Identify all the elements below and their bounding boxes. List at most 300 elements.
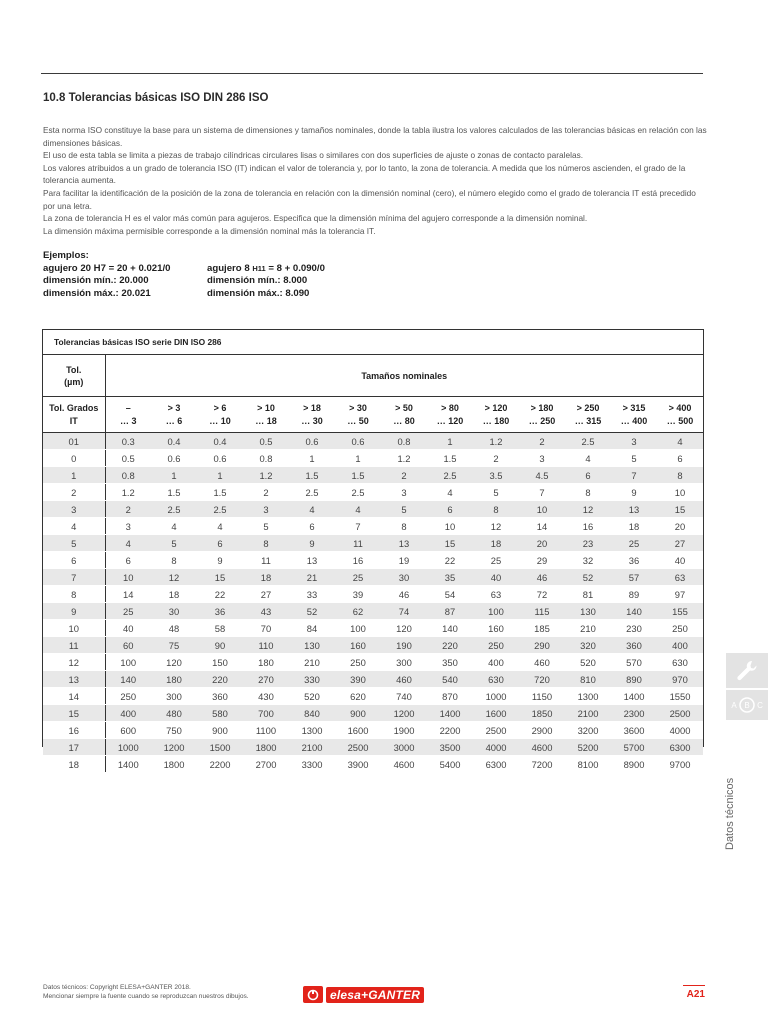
tolerance-value-cell: 20 [519,535,565,552]
tolerance-value-cell: 46 [519,569,565,586]
tolerance-value-cell: 35 [427,569,473,586]
tolerance-value-cell: 6 [427,501,473,518]
tolerance-value-cell: 19 [381,552,427,569]
tolerance-value-cell: 520 [289,688,335,705]
tolerance-value-cell: 3300 [289,756,335,773]
tolerance-value-cell: 4 [151,518,197,535]
tolerance-value-cell: 2100 [289,739,335,756]
tolerance-value-cell: 27 [657,535,703,552]
tolerance-value-cell: 3900 [335,756,381,773]
size-range-to: … 80 [393,415,415,426]
brand-logo [303,986,424,1003]
tolerance-value-cell: 1100 [243,722,289,739]
size-range-from: > 3 [167,402,181,413]
abc-tab[interactable] [726,690,768,720]
grade-cell: 7 [43,569,105,586]
size-range-from: > 120 [484,402,508,413]
tolerance-value-cell: 1800 [151,756,197,773]
table-row [43,501,703,518]
table-row [43,535,703,552]
size-range-from: > 80 [441,402,459,413]
intro-paragraph: La dimensión máxima permisible corresponde a la dimensión nominal más la tolerancia IT. [43,225,376,236]
tolerance-value-cell: 160 [473,620,519,637]
tolerance-value-cell: 8 [565,484,611,501]
tolerance-value-cell: 5700 [611,739,657,756]
table-row [43,484,703,501]
wrench-tab[interactable] [726,653,768,688]
tolerance-value-cell: 2.5 [289,484,335,501]
tolerance-value-cell: 4000 [473,739,519,756]
tolerance-value-cell: 2.5 [151,501,197,518]
tolerance-value-cell: 20 [657,518,703,535]
tolerance-value-cell: 81 [565,586,611,603]
tolerance-value-cell: 290 [519,637,565,654]
tolerance-value-cell: 130 [289,637,335,654]
tolerance-value-cell: 22 [197,586,243,603]
tolerance-value-cell: 1600 [335,722,381,739]
tolerance-value-cell: 4000 [657,722,703,739]
footer-line: Mencionar siempre la fuente cuando se reproduzcan nuestros dibujos. [43,993,249,1000]
tolerance-value-cell: 89 [611,586,657,603]
tolerance-value-cell: 7200 [519,756,565,773]
tolerance-value-cell: 2.5 [197,501,243,518]
tolerance-value-cell: 1900 [381,722,427,739]
abc-letter: B [744,701,750,710]
size-range-to: … 30 [301,415,323,426]
tolerance-value-cell: 140 [427,620,473,637]
table-row [43,552,703,569]
table-row [43,586,703,603]
tolerance-value-cell: 5 [151,535,197,552]
size-range-to: … 50 [347,415,369,426]
tolerance-value-cell: 8900 [611,756,657,773]
footer-copyright [43,983,249,1001]
tolerance-value-cell: 11 [243,552,289,569]
intro-paragraph: Para facilitar la identificación de la posición de la zona de tolerancia en relación con la dimensión nominal (cero), el número elegido como el grado de tolerancia IT está precedido por una letra. [43,187,696,211]
tolerance-value-cell: 4 [197,518,243,535]
tolerance-value-cell: 10 [657,484,703,501]
tolerance-value-cell: 1 [197,467,243,484]
table-row [43,637,703,654]
tolerance-value-cell: 1.5 [289,467,335,484]
nominal-sizes-header: Tamaños nominales [105,355,703,397]
table-row [43,518,703,535]
tolerance-value-cell: 390 [335,671,381,688]
tolerance-value-cell: 13 [611,501,657,518]
tolerance-value-cell: 6 [289,518,335,535]
tolerance-value-cell: 210 [565,620,611,637]
section-title: 10.8 Tolerancias básicas ISO DIN 286 ISO [43,92,269,104]
grade-cell: 5 [43,535,105,552]
tolerance-value-cell: 840 [289,705,335,722]
tolerance-value-cell: 300 [151,688,197,705]
tolerance-value-cell: 2 [105,501,151,518]
size-range-from: > 50 [395,402,413,413]
abc-letter: A [731,701,737,710]
tolerance-value-cell: 250 [105,688,151,705]
tolerance-value-cell: 14 [105,586,151,603]
size-range-to: … 400 [620,415,648,426]
tolerance-value-cell: 1 [335,450,381,467]
tolerance-value-cell: 33 [289,586,335,603]
tolerance-value-cell: 16 [565,518,611,535]
tolerance-value-cell: 0.6 [289,433,335,450]
tolerance-value-cell: 1 [151,467,197,484]
example-1 [43,263,207,301]
tolerance-value-cell: 320 [565,637,611,654]
tolerance-value-cell: 9 [611,484,657,501]
size-range-to: … 18 [255,415,277,426]
tolerance-value-cell: 4 [289,501,335,518]
tolerance-value-cell: 970 [657,671,703,688]
size-range-header [151,397,197,433]
tolerance-value-cell: 100 [105,654,151,671]
tolerance-value-cell: 3 [611,433,657,450]
table-caption: Tolerancias básicas ISO serie DIN ISO 286 [43,330,703,355]
grade-cell: 14 [43,688,105,705]
grade-header-it: IT [69,415,78,426]
tolerance-value-cell: 9 [289,535,335,552]
tolerance-value-cell: 3 [243,501,289,518]
tolerance-value-cell: 3500 [427,739,473,756]
tolerance-value-cell: 5 [611,450,657,467]
tolerance-value-cell: 900 [335,705,381,722]
tolerance-value-cell: 4 [427,484,473,501]
table-row [43,620,703,637]
tolerance-value-cell: 40 [657,552,703,569]
tolerance-value-cell: 52 [289,603,335,620]
tolerance-value-cell: 7 [335,518,381,535]
tolerance-value-cell: 220 [427,637,473,654]
tolerance-value-cell: 5 [381,501,427,518]
tolerance-value-cell: 2.5 [427,467,473,484]
tolerance-value-cell: 12 [473,518,519,535]
tolerance-value-cell: 0.5 [105,450,151,467]
tolerance-value-cell: 160 [335,637,381,654]
tolerance-value-cell: 2 [519,433,565,450]
tolerance-value-cell: 2900 [519,722,565,739]
tolerance-value-cell: 570 [611,654,657,671]
tolerance-value-cell: 400 [105,705,151,722]
tolerance-value-cell: 52 [565,569,611,586]
tolerance-value-cell: 74 [381,603,427,620]
tolerance-value-cell: 350 [427,654,473,671]
tolerance-value-cell: 39 [335,586,381,603]
grade-cell: 16 [43,722,105,739]
tolerance-value-cell: 3.5 [473,467,519,484]
tolerance-value-cell: 23 [565,535,611,552]
grade-cell: 01 [43,433,105,450]
tolerance-value-cell: 11 [335,535,381,552]
tolerance-value-cell: 1150 [519,688,565,705]
tolerance-value-cell: 630 [657,654,703,671]
size-range-to: … 500 [666,415,694,426]
tolerance-value-cell: 890 [611,671,657,688]
tolerance-value-cell: 8 [243,535,289,552]
tolerance-value-cell: 16 [335,552,381,569]
tolerance-value-cell: 2500 [473,722,519,739]
tolerance-value-cell: 0.4 [197,433,243,450]
tolerance-value-cell: 1 [427,433,473,450]
tolerance-value-cell: 2 [381,467,427,484]
tolerance-value-cell: 430 [243,688,289,705]
tolerance-value-cell: 1.5 [427,450,473,467]
tolerance-value-cell: 18 [473,535,519,552]
table-row [43,756,703,773]
tolerance-value-cell: 140 [105,671,151,688]
size-range-header [289,397,335,433]
tolerance-value-cell: 36 [611,552,657,569]
example-1-line: dimensión máx.: 20.021 [43,287,151,299]
tolerance-value-cell: 70 [243,620,289,637]
tolerance-value-cell: 10 [105,569,151,586]
tolerance-value-cell: 110 [243,637,289,654]
grade-cell: 0 [43,450,105,467]
grade-cell: 2 [43,484,105,501]
tolerance-value-cell: 180 [243,654,289,671]
tolerance-value-cell: 115 [519,603,565,620]
tolerance-value-cell: 220 [197,671,243,688]
tolerance-value-cell: 1550 [657,688,703,705]
example-2-text: = 8 + 0.090/0 [265,262,325,274]
tolerance-value-cell: 2500 [335,739,381,756]
tolerance-value-cell: 87 [427,603,473,620]
tolerance-value-cell: 1000 [473,688,519,705]
tolerance-value-cell: 2200 [427,722,473,739]
tolerance-value-cell: 870 [427,688,473,705]
tolerance-value-cell: 54 [427,586,473,603]
tolerance-value-cell: 22 [427,552,473,569]
grade-cell: 11 [43,637,105,654]
tolerance-value-cell: 620 [335,688,381,705]
table-row [43,739,703,756]
tolerance-value-cell: 18 [611,518,657,535]
table-body [43,433,703,773]
tolerance-value-cell: 1500 [197,739,243,756]
examples-heading: Ejemplos: [43,250,89,261]
tolerance-value-cell: 250 [657,620,703,637]
example-2 [207,263,371,301]
table-row [43,450,703,467]
tolerance-value-cell: 15 [197,569,243,586]
intro-paragraph: Los valores atribuidos a un grado de tolerancia ISO (IT) indican el valor de tolerancia y, por lo tanto, la zona de tolerancia. A medida que los números ascienden, el grado de la tolerancia aumenta. [43,162,686,186]
tolerance-value-cell: 400 [657,637,703,654]
example-2-line: dimensión mín.: 8.000 [207,275,308,287]
tolerance-value-cell: 300 [381,654,427,671]
tolerance-value-cell: 7 [611,467,657,484]
size-range-from: > 18 [303,402,321,413]
tolerance-value-cell: 0.8 [243,450,289,467]
size-range-from: > 250 [576,402,600,413]
tolerance-value-cell: 97 [657,586,703,603]
tolerance-value-cell: 2300 [611,705,657,722]
tolerance-value-cell: 750 [151,722,197,739]
tolerance-value-cell: 8 [657,467,703,484]
tolerance-value-cell: 180 [151,671,197,688]
grade-cell: 4 [43,518,105,535]
tolerance-value-cell: 4 [335,501,381,518]
tolerance-value-cell: 32 [565,552,611,569]
tolerance-value-cell: 0.5 [243,433,289,450]
tolerance-value-cell: 4600 [519,739,565,756]
size-range-from: > 30 [349,402,367,413]
tolerance-value-cell: 520 [565,654,611,671]
example-2-text: agujero 8 [207,262,253,274]
tolerance-value-cell: 40 [105,620,151,637]
tolerance-value-cell: 3 [381,484,427,501]
tolerance-value-cell: 120 [381,620,427,637]
example-2-line: dimensión máx.: 8.090 [207,287,310,299]
tolerance-value-cell: 12 [565,501,611,518]
tolerance-value-cell: 210 [289,654,335,671]
size-range-to: … 6 [165,415,183,426]
tolerance-value-cell: 540 [427,671,473,688]
tol-header-label: Tol. [66,364,82,375]
tolerance-value-cell: 1300 [289,722,335,739]
tolerance-value-cell: 0.6 [335,433,381,450]
tolerance-value-cell: 0.4 [151,433,197,450]
grade-cell: 9 [43,603,105,620]
tolerance-value-cell: 330 [289,671,335,688]
example-1-line: agujero 20 H7 = 20 + 0.021/0 [43,262,171,274]
tolerance-value-cell: 2.5 [335,484,381,501]
tolerance-value-cell: 120 [151,654,197,671]
tolerance-value-cell: 25 [473,552,519,569]
tolerance-value-cell: 8 [473,501,519,518]
tolerance-value-cell: 1400 [611,688,657,705]
tolerance-value-cell: 0.6 [151,450,197,467]
tolerance-value-cell: 15 [427,535,473,552]
tolerance-value-cell: 1300 [565,688,611,705]
tolerance-value-cell: 5200 [565,739,611,756]
tolerance-value-cell: 15 [657,501,703,518]
tolerance-value-cell: 90 [197,637,243,654]
tolerance-value-cell: 6300 [657,739,703,756]
example-2-line [207,263,371,276]
tolerance-value-cell: 630 [473,671,519,688]
tolerance-value-cell: 1.2 [381,450,427,467]
tolerance-value-cell: 2200 [197,756,243,773]
wrench-icon [734,658,760,684]
tolerance-value-cell: 460 [381,671,427,688]
tolerance-value-cell: 400 [473,654,519,671]
tolerance-value-cell: 6300 [473,756,519,773]
tolerance-value-cell: 1800 [243,739,289,756]
tolerance-value-cell: 4600 [381,756,427,773]
size-range-header [657,397,703,433]
tolerance-value-cell: 6 [565,467,611,484]
grade-cell: 13 [43,671,105,688]
size-range-to: … 180 [482,415,510,426]
tolerance-value-cell: 3600 [611,722,657,739]
grade-header [43,397,105,433]
tolerance-value-cell: 2100 [565,705,611,722]
tolerance-value-cell: 7 [519,484,565,501]
knob-icon [306,989,320,1001]
tolerance-value-cell: 600 [105,722,151,739]
tolerance-value-cell: 75 [151,637,197,654]
table-row [43,569,703,586]
example-1-line: dimensión mín.: 20.000 [43,275,149,287]
tolerance-value-cell: 48 [151,620,197,637]
side-section-label: Datos técnicos [724,777,736,850]
tolerance-value-cell: 58 [197,620,243,637]
tolerance-value-cell: 43 [243,603,289,620]
table-row [43,688,703,705]
tolerance-value-cell: 36 [197,603,243,620]
size-range-to: … 3 [119,415,137,426]
tolerance-value-cell: 30 [151,603,197,620]
intro-paragraph: La zona de tolerancia H es el valor más común para agujeros. Especifica que la dimensión mínima del agujero corresponde a la dimensión nominal. [43,213,588,224]
size-range-header [105,397,151,433]
size-range-header [381,397,427,433]
tolerance-value-cell: 1.2 [473,433,519,450]
tolerance-value-cell: 9700 [657,756,703,773]
table-row [43,467,703,484]
tolerance-value-cell: 4 [105,535,151,552]
tolerance-value-cell: 100 [473,603,519,620]
table-row [43,603,703,620]
tolerance-value-cell: 5400 [427,756,473,773]
size-range-to: … 250 [528,415,556,426]
tolerance-value-cell: 57 [611,569,657,586]
tolerance-value-cell: 1200 [151,739,197,756]
tolerance-value-cell: 580 [197,705,243,722]
tolerance-value-cell: 2500 [657,705,703,722]
tolerance-value-cell: 84 [289,620,335,637]
size-range-to: … 315 [574,415,602,426]
tolerance-value-cell: 62 [335,603,381,620]
tolerance-value-cell: 250 [335,654,381,671]
tolerance-value-cell: 230 [611,620,657,637]
tolerance-value-cell: 155 [657,603,703,620]
tolerance-value-cell: 0.6 [197,450,243,467]
tol-unit-label: (µm) [64,376,84,387]
tolerance-value-cell: 3000 [381,739,427,756]
size-range-from: > 10 [257,402,275,413]
example-2-fit: H11 [252,263,266,273]
tolerance-value-cell: 25 [335,569,381,586]
footer-line: Datos técnicos: Copyright ELESA+GANTER 2018. [43,984,191,991]
size-range-header [519,397,565,433]
tolerance-value-cell: 1.2 [243,467,289,484]
tolerance-value-cell: 2 [473,450,519,467]
tolerance-value-cell: 4 [565,450,611,467]
tolerance-value-cell: 1200 [381,705,427,722]
tolerance-value-cell: 130 [565,603,611,620]
intro-text [43,124,707,237]
brand-logo-icon [303,986,323,1003]
size-range-from: – [125,402,131,413]
tolerance-value-cell: 460 [519,654,565,671]
tolerance-value-cell: 63 [473,586,519,603]
top-rule [41,73,703,74]
tolerance-value-cell: 10 [427,518,473,535]
tolerance-value-cell: 740 [381,688,427,705]
tolerance-value-cell: 2.5 [565,433,611,450]
tolerance-value-cell: 720 [519,671,565,688]
tolerance-value-cell: 1.5 [197,484,243,501]
examples-block [43,250,371,300]
tolerance-value-cell: 2 [243,484,289,501]
grade-cell: 1 [43,467,105,484]
tolerance-value-cell: 100 [335,620,381,637]
tolerance-value-cell: 29 [519,552,565,569]
grade-header-label: Tol. Grados [49,402,99,413]
grade-cell: 18 [43,756,105,773]
tolerance-value-cell: 5 [473,484,519,501]
tolerance-value-cell: 9 [197,552,243,569]
